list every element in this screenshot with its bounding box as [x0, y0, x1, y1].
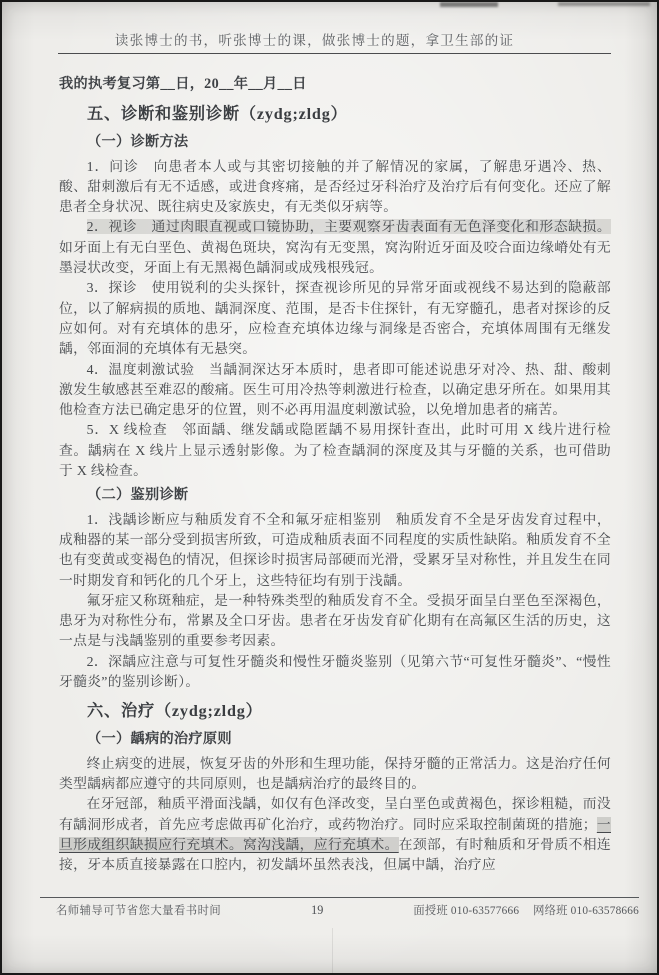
- section-heading: 六、治疗（zydg;zldg）: [87, 702, 263, 721]
- page-footer: [40, 897, 639, 918]
- text-segment: 2．深龋应注意与可复性牙髓炎和慢性牙髓炎鉴别（见第六节“可复性牙髓炎”、“慢性牙髓炎”的鉴别诊断）。: [59, 653, 611, 690]
- page-number: 19: [311, 903, 324, 917]
- footer-slogan: 名师辅导可节省您大量看书时间: [56, 905, 222, 917]
- text-segment: 1．问诊 向患者本人或与其密切接触的并了解情况的家属，了解患牙遇冷、热、酸、甜刺激后有无不适感，或进食疼痛，是否经过牙科治疗及治疗后有何变化。还应了解患者全身状况、既往病史及家族史，有无类似牙病等。: [59, 158, 611, 215]
- paragraph: [59, 591, 611, 652]
- paragraph: [59, 360, 611, 421]
- text-segment: 终止病变的进展，恢复牙齿的外形和生理功能，保持牙髓的正常活力。这是治疗任何类型龋病都应遵守的共同原则，也是龋病治疗的最终目的。: [59, 755, 611, 791]
- section-heading: 五、诊断和鉴别诊断（zydg;zldg）: [87, 105, 348, 124]
- header-slogan: 读张博士的书，听张博士的课，做张博士的题，拿卫生部的证: [114, 33, 515, 48]
- footer-contacts: [413, 902, 639, 918]
- paragraph: [59, 510, 611, 591]
- text-segment: 在牙冠部，釉质平滑面浅龋，如仅有色泽改变，呈白垩色或黄褐色，探诊粗糙，而没有龋洞形成者，首先应考虑做再矿化治疗，或药物治疗。同时应采取控制菌斑的措施；: [59, 796, 611, 832]
- text-segment: 5．X 线检查 邻面龋、继发龋或隐匿龋不易用探针查出，此时可用 X 线片进行检查。龋病在 X 线片上显示透射影像。为了检查龋洞的深度及其与牙髓的关系，也可借助于 X 线检查。: [59, 422, 611, 479]
- subsection-heading: （二）鉴别诊断: [87, 487, 189, 504]
- text-segment: 如牙面上有无白垩色、黄褐色斑块，窝沟有无变黑，窝沟附近牙面及咬合面边缘嵴处有无墨浸状改变，牙面上有无黑褐色龋洞或成残根残冠。: [59, 239, 611, 276]
- scan-artifact: [558, 2, 650, 6]
- paragraph: [59, 278, 611, 359]
- scan-artifact: [440, 2, 498, 7]
- footer-phone-inperson: 面授班 010-63577666: [413, 905, 520, 917]
- highlighted-text-segment: 一旦形成组织缺损应行充填术。窝沟浅龋，应行充填术。: [59, 816, 611, 852]
- footer-phone-online: 网络班 010-63578666: [533, 905, 639, 917]
- paragraph: [59, 794, 611, 875]
- subsection-heading: （一）诊断方法: [87, 134, 189, 151]
- text-segment: 3．探诊 使用锐利的尖头探针，探查视诊所见的异常牙面或视线不易达到的隐蔽部位，以了解病损的质地、龋洞深度、范围，是否卡住探针，有无穿髓孔，患者对探诊的反应如何。对有充填体的患牙，应检查充填体边缘与洞缘是否密合，充填体周围有无继发龋，邻面洞的充填体有无悬突。: [59, 280, 611, 357]
- paragraph: [59, 420, 611, 481]
- text-segment: 在颈部，有时釉质和牙骨质不相连接，牙本质直接暴露在口腔内，初发龋坏虽然表浅，但属中龋，治疗应: [59, 836, 611, 873]
- header-rule: [58, 53, 611, 54]
- paragraph: [59, 217, 611, 278]
- paragraph: [59, 157, 611, 218]
- content-blocks: [59, 103, 611, 875]
- document-body: [59, 62, 611, 893]
- highlighted-text-segment: 2．视诊 通过肉眼直视或口镜协助，主要观察牙齿表面有无色泽变化和形态缺损。: [86, 219, 611, 235]
- scan-fold-line: [332, 928, 333, 975]
- paragraph: [59, 652, 611, 693]
- text-segment: 1．浅龋诊断应与釉质发育不全和氟牙症相鉴别 釉质发育不全是牙齿发育过程中，成釉器的某一部分受到损害所致，可造成釉质表面不同程度的实质性缺陷。釉质发育不全也有变黄或变褐色的情况，但探诊时损害局部硬而光滑，受累牙呈对称性，并且发生在同一时期发育和钙化的几个牙上，这些特征均有别于浅龋。: [59, 511, 611, 588]
- text-segment: 氟牙症又称斑釉症，是一种特殊类型的釉质发育不全。受损牙面呈白垩色至深褐色，患牙为对称性分布，常累及全口牙齿。患者在牙齿发育矿化期有在高氟区生活的历史，这一点是与浅龋鉴别的重要参考因素。: [59, 592, 611, 649]
- subsection-heading: （一）龋病的治疗原则: [87, 731, 232, 748]
- text-segment: 4．温度刺激试验 当龋洞深达牙本质时，患者即可能述说患牙对冷、热、甜、酸刺激发生敏感甚至难忍的酸痛。医生可用冷热等刺激进行检查，以确定患牙所在。如果用其他检查方法已确定患牙的位置，则不必再用温度刺激试验，以免增加患者的痛苦。: [59, 361, 611, 418]
- review-progress-line: 我的执考复习第__日，20__年__月__日: [59, 76, 307, 92]
- paragraph: [59, 754, 611, 795]
